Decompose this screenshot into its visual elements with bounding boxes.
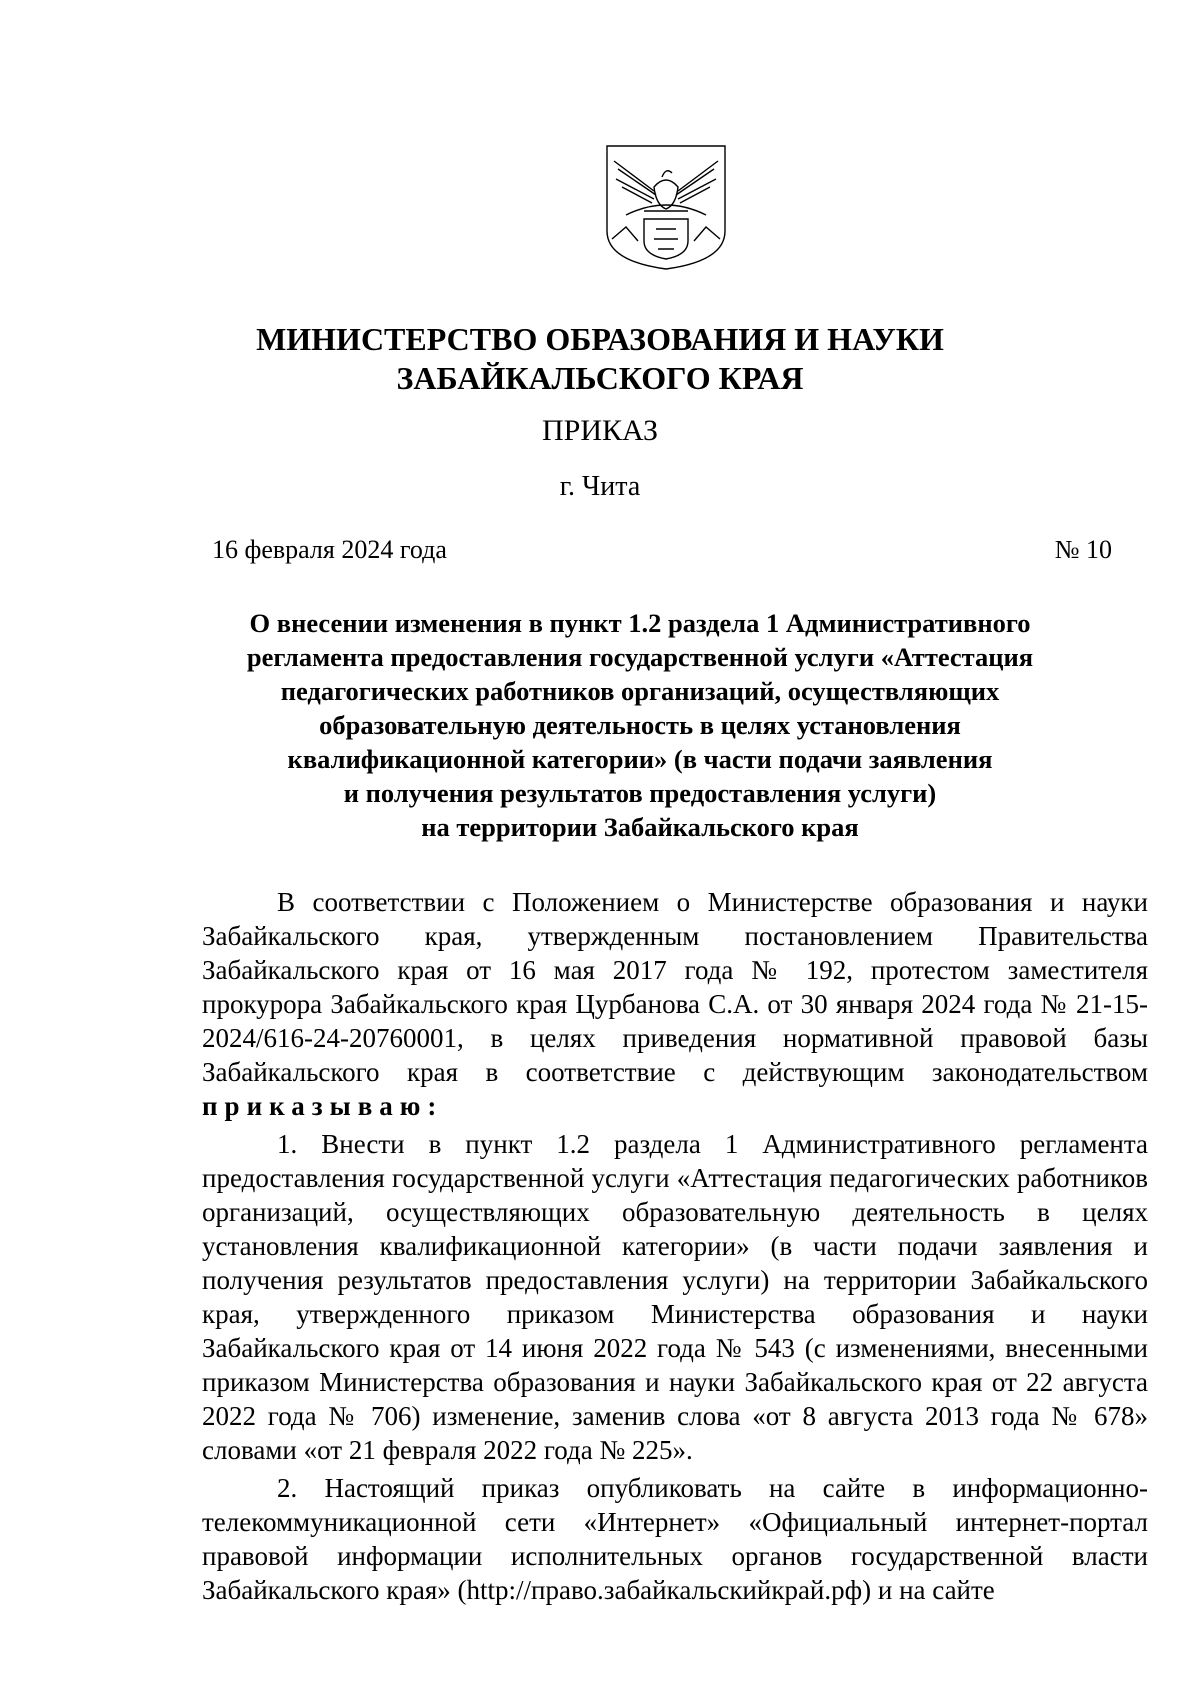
order-body — [202, 885, 1148, 1607]
issue-city: г. Чита — [559, 471, 641, 502]
subject-line: и получения результатов предоставления услуги) — [343, 778, 937, 808]
subject-line: образовательную деятельность в целях установления — [319, 710, 961, 740]
order-number: № 10 — [1054, 535, 1112, 564]
order-verb: приказываю: — [202, 1091, 444, 1121]
order-date: 16 февраля 2024 года — [212, 535, 447, 564]
ministry-name — [0, 320, 1200, 398]
preamble-paragraph — [202, 885, 1148, 1123]
subject-line: О внесении изменения в пункт 1.2 раздела 1 Административного — [249, 608, 1031, 638]
order-subject — [180, 606, 1100, 844]
document-type: ПРИКАЗ — [542, 414, 658, 447]
subject-line: регламента предоставления государственной услуги «Аттестация — [246, 642, 1034, 672]
subject-line: квалификационной категории» (в части подачи заявления — [287, 744, 993, 774]
ministry-name-line2: ЗАБАЙКАЛЬСКОГО КРАЯ — [396, 360, 804, 396]
coat-of-arms-icon — [604, 143, 728, 271]
ministry-name-line1: МИНИСТЕРСТВО ОБРАЗОВАНИЯ И НАУКИ — [256, 321, 944, 357]
subject-line: на территории Забайкальского края — [421, 812, 859, 842]
order-item-1: 1. Внести в пункт 1.2 раздела 1 Административного регламента предоставления государственной услуги «Аттестация педагогических работников организаций, осуществляющих образовательную деятельность в целях установления квалификационной категории» (в части подачи заявления и получения результатов предоставления услуги) на территории Забайкальского края, утвержденного приказом Министерства образования и науки Забайкальского края от 14 июня 2022 года № 543 (с изменениями, внесенными приказом Министерства образования и науки Забайкальского края от 22 августа 2022 года № 706) изменение, заменив слова «от 8 августа 2013 года № 678» словами «от 21 февраля 2022 года № 225». — [202, 1129, 1148, 1465]
subject-line: педагогических работников организаций, осуществляющих — [280, 676, 1000, 706]
preamble-text: В соответствии с Положением о Министерстве образования и науки Забайкальского края, утвержденным постановлением Правительства Забайкальского края от 16 мая 2017 года № 192, протестом заместителя прокурора Забайкальского края Цурбанова С.А. от 30 января 2024 года № 21-15-2024/616-24-20760001, в целях приведения нормативной правовой базы Забайкальского края в соответствие с действующим законодательством — [202, 887, 1148, 1087]
order-item-2: 2. Настоящий приказ опубликовать на сайте в информационно-телекоммуникационной сети «Интернет» «Официальный интернет-портал правовой информации исполнительных органов государственной власти Забайкальского края» (http://право.забайкальскийкрай.рф) и на сайте — [202, 1473, 1148, 1605]
